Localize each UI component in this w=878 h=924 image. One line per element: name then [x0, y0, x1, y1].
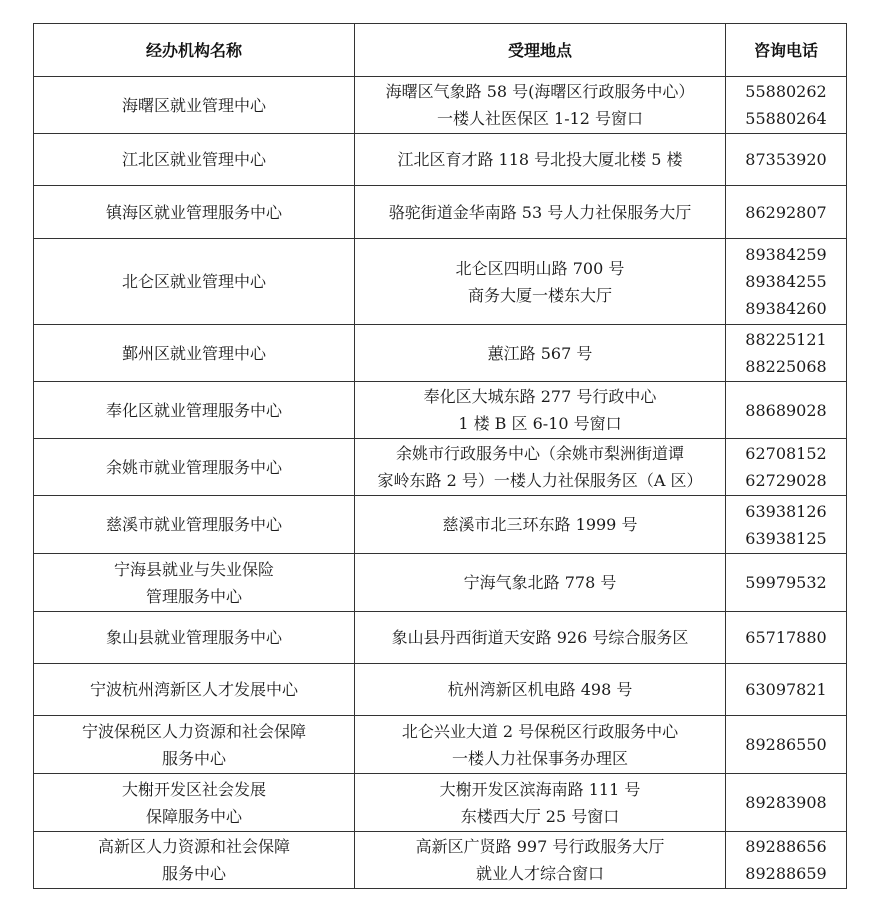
address-cell — [355, 496, 726, 554]
agency-name-cell — [34, 496, 355, 554]
agency-name-line: 宁波保税区人力资源和社会保障 — [81, 721, 306, 741]
agency-name-cell — [34, 716, 355, 774]
phone-cell — [726, 612, 847, 664]
agency-name-cell — [34, 134, 355, 186]
address-cell — [355, 832, 726, 889]
table-row — [34, 382, 847, 439]
phone-cell — [726, 382, 847, 439]
agency-name-line: 管理服务中心 — [145, 586, 242, 606]
agency-name-cell — [34, 77, 355, 134]
agency-name-cell — [34, 382, 355, 439]
agency-name-cell — [34, 774, 355, 832]
table-row — [34, 496, 847, 554]
phone-cell — [726, 554, 847, 612]
address-line: 慈溪市北三环东路 1999 号 — [442, 515, 638, 534]
agency-name-line: 镇海区就业管理服务中心 — [105, 202, 282, 222]
agency-name-line: 服务中心 — [161, 864, 226, 883]
phone-number: 89283908 — [745, 793, 827, 812]
address-cell — [355, 239, 726, 325]
table-header-row — [34, 24, 847, 77]
phone-number: 89286550 — [745, 735, 827, 754]
address-cell — [355, 664, 726, 716]
phone-number: 88225068 — [745, 357, 827, 376]
phone-number: 63938125 — [745, 528, 827, 548]
agency-name-cell — [34, 439, 355, 496]
address-cell — [355, 325, 726, 382]
table-row — [34, 439, 847, 496]
agency-name-line: 象山县就业管理服务中心 — [105, 628, 282, 647]
agency-name-cell — [34, 664, 355, 716]
phone-cell — [726, 134, 847, 186]
address-cell — [355, 439, 726, 496]
address-line: 杭州湾新区机电路 498 号 — [447, 680, 633, 699]
phone-number: 65717880 — [745, 628, 827, 647]
phone-number: 89288656 — [745, 837, 827, 856]
table-row — [34, 774, 847, 832]
address-cell — [355, 774, 726, 832]
phone-cell — [726, 186, 847, 239]
phone-number: 89384259 — [745, 245, 827, 264]
address-line: 北仑区四明山路 700 号 — [455, 258, 625, 278]
address-line: 象山县丹西街道天安路 926 号综合服务区 — [391, 628, 689, 647]
agency-name-line: 江北区就业管理中心 — [121, 150, 266, 169]
phone-cell — [726, 716, 847, 774]
phone-number: 88689028 — [745, 400, 827, 420]
phone-cell — [726, 664, 847, 716]
agency-name-cell — [34, 325, 355, 382]
agency-name-line: 高新区人力资源和社会保障 — [97, 837, 290, 856]
phone-number: 89384255 — [745, 272, 827, 291]
phone-number: 55880262 — [745, 82, 827, 101]
agency-contact-table — [33, 23, 847, 889]
phone-cell — [726, 774, 847, 832]
address-cell — [355, 554, 726, 612]
address-line: 余姚市行政服务中心（余姚市梨洲街道谭 — [395, 444, 684, 463]
phone-cell — [726, 439, 847, 496]
address-line: 大榭开发区滨海南路 111 号 — [439, 779, 641, 799]
agency-name-line: 慈溪市就业管理服务中心 — [105, 515, 282, 534]
address-line: 北仑兴业大道 2 号保税区行政服务中心 — [401, 721, 679, 741]
phone-cell — [726, 239, 847, 325]
table-row — [34, 554, 847, 612]
agency-name-line: 海曙区就业管理中心 — [121, 95, 266, 115]
agency-name-line: 宁波杭州湾新区人才发展中心 — [89, 680, 298, 699]
phone-cell — [726, 77, 847, 134]
address-cell — [355, 382, 726, 439]
address-line: 奉化区大城东路 277 号行政中心 — [423, 387, 657, 406]
phone-number: 62729028 — [745, 471, 827, 490]
phone-number: 87353920 — [745, 150, 827, 169]
address-cell — [355, 77, 726, 134]
phone-number: 55880264 — [745, 109, 827, 128]
address-cell — [355, 612, 726, 664]
agency-name-line: 保障服务中心 — [145, 806, 242, 826]
phone-number: 63097821 — [745, 680, 827, 699]
agency-name-cell — [34, 554, 355, 612]
phone-cell — [726, 496, 847, 554]
agency-name-line: 宁海县就业与失业保险 — [113, 559, 274, 579]
address-line: 骆驼街道金华南路 53 号人力社保服务大厅 — [388, 202, 692, 222]
address-line: 一楼人力社保事务办理区 — [451, 748, 628, 768]
address-line: 家岭东路 2 号）一楼人力社保服务区（A 区） — [377, 471, 703, 490]
table-row — [34, 77, 847, 134]
address-line: 一楼人社医保区 1-12 号窗口 — [436, 109, 644, 128]
phone-cell — [726, 325, 847, 382]
address-cell — [355, 134, 726, 186]
phone-number: 63938126 — [745, 501, 827, 521]
header-phone: 咨询电话 — [726, 24, 847, 77]
agency-name-cell — [34, 239, 355, 325]
address-line: 江北区育才路 118 号北投大厦北楼 5 楼 — [397, 150, 683, 169]
address-line: 商务大厦一楼东大厅 — [467, 285, 612, 305]
address-line: 东楼西大厅 25 号窗口 — [460, 806, 620, 826]
address-line: 就业人才综合窗口 — [475, 864, 604, 883]
phone-number: 88225121 — [745, 330, 827, 349]
phone-number: 89384260 — [745, 299, 827, 318]
table-row — [34, 186, 847, 239]
address-line: 1 楼 B 区 6-10 号窗口 — [458, 414, 622, 433]
table-body — [34, 77, 847, 889]
address-line: 高新区广贤路 997 号行政服务大厅 — [415, 837, 665, 856]
phone-number: 62708152 — [745, 444, 827, 463]
address-line: 海曙区气象路 58 号(海曙区行政服务中心） — [385, 82, 695, 101]
agency-name-line: 服务中心 — [161, 748, 226, 768]
agency-name-line: 北仑区就业管理中心 — [121, 272, 266, 291]
agency-name-line: 大榭开发区社会发展 — [121, 779, 266, 799]
address-cell — [355, 716, 726, 774]
agency-name-line: 鄞州区就业管理中心 — [121, 343, 266, 363]
agency-name-cell — [34, 832, 355, 889]
phone-number: 86292807 — [745, 202, 827, 222]
table-row — [34, 325, 847, 382]
phone-cell — [726, 832, 847, 889]
agency-name-line: 奉化区就业管理服务中心 — [105, 400, 282, 420]
agency-name-line: 余姚市就业管理服务中心 — [105, 457, 282, 477]
phone-number: 59979532 — [745, 573, 827, 592]
table-row — [34, 239, 847, 325]
table-row — [34, 832, 847, 889]
agency-name-cell — [34, 186, 355, 239]
address-line: 宁海气象北路 778 号 — [463, 573, 617, 592]
address-line: 蕙江路 567 号 — [487, 343, 593, 363]
header-agency-name: 经办机构名称 — [34, 24, 355, 77]
agency-name-cell — [34, 612, 355, 664]
address-cell — [355, 186, 726, 239]
phone-number: 89288659 — [745, 864, 827, 883]
header-address: 受理地点 — [355, 24, 726, 77]
table-row — [34, 612, 847, 664]
table-row — [34, 716, 847, 774]
table-row — [34, 134, 847, 186]
table-row — [34, 664, 847, 716]
